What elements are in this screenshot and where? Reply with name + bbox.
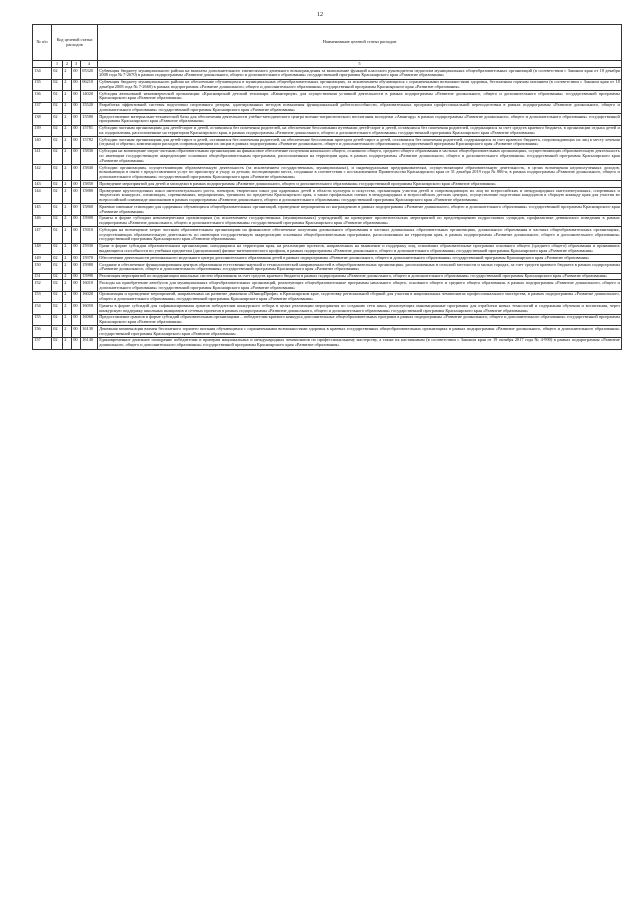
code-program: 02 [52, 91, 63, 103]
table-row [33, 243, 622, 255]
row-number: 154 [33, 303, 52, 315]
code-direction: 00 [72, 314, 81, 326]
code-subprogram: 2 [63, 204, 72, 216]
expenditure-name: Предоставление грантов в форме субсидий образовательным организациям – победителям краевого конкурса дополнительных общеобразовательных программ в рамках подпрограммы «Развитие дошкольного, общего и дополнительного образования» государственной программы Красноярского края «Развитие образования» [99, 314, 620, 325]
code-subprogram: 2 [63, 125, 72, 137]
row-number: 138 [33, 114, 52, 126]
row-number: 147 [33, 227, 52, 243]
code-direction: 00 [72, 114, 81, 126]
code-subprogram: 2 [63, 79, 72, 91]
code-subprogram: 2 [63, 102, 72, 114]
code-article: 15580 [81, 114, 98, 126]
table-row [33, 114, 622, 126]
code-program: 02 [52, 273, 63, 280]
expenditure-name: Субсидии частным организациям для детей-сирот и детей, оставшихся без попечения родителей, на обеспечение бесплатными путевками детей-сирот и детей, оставшихся без попечения родителей, содержащихся за счет средств краевого бюджета, в организации отдыха детей и их оздоровления, расположенные на территории Красноярского края, в рамках подпрограммы «Развитие дошкольного, общего и дополнительного образования» государственной программы Красноярского края «Развитие образования» [99, 125, 620, 135]
table-row [33, 181, 622, 188]
expenditure-name: Расходы на приобретение автобусов для муниципальных общеобразовательных организаций, реализующих общеобразовательные программы начального общего, основного общего и среднего общего образования, в рамках подпрограммы «Развитие дошкольного, общего и дополнительного образования» государственной программы Красноярского края «Развитие образования» [99, 279, 620, 290]
row-number: 140 [33, 137, 52, 149]
code-article: 15830 [81, 148, 98, 164]
expenditure-name: Краевые именные стипендии для одаренных обучающихся общеобразовательных организаций, проведение мероприятия по награждению в рамках подпрограммы «Развитие дошкольного, общего и дополнительного образования» государственной программы Красноярского края «Развитие образования» [99, 203, 620, 214]
code-article: 15781 [81, 125, 98, 137]
code-direction: 00 [72, 188, 81, 204]
table-row [33, 204, 622, 216]
code-program: 02 [52, 68, 63, 80]
expenditure-name: Проведение мероприятий для детей и молодежи в рамках подпрограммы «Развитие дошкольного, общего и дополнительного образования» государственной программы Красноярского края «Развитие образования» [98, 181, 622, 188]
row-number: 142 [33, 165, 52, 181]
table-row [33, 165, 622, 181]
table-subheader-row [33, 61, 622, 68]
code-direction: 00 [72, 125, 81, 137]
code-subprogram: 2 [63, 227, 72, 243]
row-number: 155 [33, 314, 52, 326]
header-code: Код целевой статьи расходов [52, 25, 98, 61]
table-row [33, 255, 622, 262]
expenditure-name: Проведение круглогодичных школ интеллектуального роста, пленэров, творческих школ для одаренных детей в области культуры и искусства, организация участия детей и сопровождающих их лиц во всероссийских и международных интеллектуальных, спортивных и творческих конкурсах, олимпиадах, соревнованиях, мероприятиях, тренингах по предметам Красноярского края, а также профильных сменах в международных и всероссийских детских центрах, осуществление подготовки кандидатов в сборную команду края для участия во всероссийской олимпиаде школьников в рамках подпрограммы «Развитие дошкольного, общего и дополнительного образования» государственной программы Красноярского края «Развитие образования» [99, 187, 620, 203]
target-expenditure-table [32, 24, 622, 350]
code-program: 02 [52, 79, 63, 91]
expenditure-name: Предоставление материально-технической базы для обеспечения деятельности учебно-методического центра военно-патриотического воспитания молодежи «Авангард» в рамках подпрограммы «Развитие дошкольного, общего и дополнительного образования» государственной программы Красноярского края «Развитие образования» [99, 113, 620, 124]
code-program: 02 [52, 188, 63, 204]
code-subprogram: 2 [63, 148, 72, 164]
code-subprogram: 2 [63, 91, 72, 103]
code-direction: 00 [72, 148, 81, 164]
code-subprogram: 2 [63, 181, 72, 188]
table-row [33, 291, 622, 303]
table-body [33, 68, 622, 350]
code-article: 16010 [81, 280, 98, 292]
expenditure-name: Субвенция бюджету муниципального района на выплаты дополнительного ежемесячного денежного вознаграждения за выполнение функций классного руководителя педагогам муниципальных общеобразовательных организаций (в соответствии с Законом края от 18 декабря 2008 года № 7-2670) в рамках подпрограммы «Развитие дошкольного, общего и дополнительного образования» государственной программы Красноярского края «Развитие образования» [99, 67, 620, 78]
code-program: 02 [52, 262, 63, 274]
code-program: 02 [52, 114, 63, 126]
code-subprogram: 2 [63, 273, 72, 280]
expenditure-name: Субсидии частным организациям для детей-сирот и детей, оставшихся без попечения родителей, на обеспечение бесплатным проездом детей-сирот и детей, оставшихся без попечения родителей, содержащихся за счет краевого бюджета, сопровождающих их лиц к месту лечения (отдыха) и обратно, компенсации расходов сопровождающим их лицам в рамках подпрограммы «Развитие дошкольного, общего и дополнительного образования» государственной программы Красноярского края «Развитие образования» [99, 136, 620, 147]
row-number: 156 [33, 326, 52, 338]
code-direction: 00 [72, 79, 81, 91]
table-row [33, 215, 622, 227]
code-article: 15970 [81, 255, 98, 262]
code-direction: 00 [72, 303, 81, 315]
table-row [33, 314, 622, 326]
table-row [33, 125, 622, 137]
code-article: 16060 [81, 314, 98, 326]
expenditure-name: Обеспечение деятельности регионального модельного центра дополнительного образования детей в рамках подпрограммы «Развитие дошкольного, общего и дополнительного образования» государственной программы Красноярского края «Развитие образования» [98, 255, 622, 262]
table-row [33, 227, 622, 243]
code-article: 15840 [81, 165, 98, 181]
code-subprogram: 2 [63, 280, 72, 292]
code-direction: 00 [72, 262, 81, 274]
code-article: 15850 [81, 181, 98, 188]
row-number: 134 [33, 68, 52, 80]
code-article: 15910 [81, 227, 98, 243]
row-number: 137 [33, 102, 52, 114]
table-row [33, 79, 622, 91]
code-article: 15880 [81, 188, 98, 204]
code-article: 15900 [81, 215, 98, 227]
code-subprogram: 2 [63, 255, 72, 262]
code-article: 15930 [81, 243, 98, 255]
code-article: 15990 [81, 273, 98, 280]
code-direction: 00 [72, 137, 81, 149]
code-article: 16020 [81, 291, 98, 303]
code-article: 06210 [81, 79, 98, 91]
code-program: 02 [52, 125, 63, 137]
code-subprogram: 2 [63, 337, 72, 349]
code-direction: 00 [72, 68, 81, 80]
code-program: 02 [52, 337, 63, 349]
expenditure-name: Гранты в форме субсидий для софинансирования грантов победителям конкурсного отбора в целях реализации мероприятия по созданию сети школ, реализующих инновационные программы для отработки новых технологий и содержания обучения и воспитания, через конкурсную поддержку школьных инициатив и сетевых проектов в рамках подпрограммы «Развитие дошкольного, общего и дополнительного образования» государственной программы Красноярского края «Развитие образования» [99, 302, 620, 313]
code-article: 15980 [81, 262, 98, 274]
row-number: 148 [33, 243, 52, 255]
code-subprogram: 2 [63, 68, 72, 80]
expenditure-name: Денежная компенсация взамен бесплатного горячего питания обучающимся с ограниченными возможностями здоровья в краевых государственных общеобразовательных организациях в рамках подпрограммы «Развитие дошкольного, общего и дополнительного образования» государственной программы Красноярского края «Развитие образования» [99, 325, 620, 336]
code-article: 14020 [81, 91, 98, 103]
row-number: 150 [33, 262, 52, 274]
code-direction: 00 [72, 273, 81, 280]
code-program: 02 [52, 137, 63, 149]
subheader-1: 1 [52, 61, 63, 68]
table-row [33, 137, 622, 149]
row-number: 157 [33, 337, 52, 349]
page-number: 12 [317, 12, 323, 18]
header-name: Наименование целевой статьи расходов [98, 25, 622, 61]
expenditure-name: Единовременное денежное поощрение победителям и призерам национальных и международных чемпионатов по профессиональному мастерству, а также их наставникам (в соответствии с Законом края от 19 октября 2017 года № 4-990) в рамках подпрограммы «Развитие дошкольного, общего и дополнительного образования» государственной программы Красноярского края «Развитие образования» [99, 337, 620, 348]
code-article: 16140 [81, 337, 98, 349]
code-direction: 00 [72, 181, 81, 188]
header-number: № п/п [33, 25, 52, 61]
code-program: 02 [52, 215, 63, 227]
code-direction: 00 [72, 204, 81, 216]
code-subprogram: 2 [63, 137, 72, 149]
expenditure-name: Реализация мероприятий по модернизации школьных систем образования за счет средств краевого бюджета в рамках подпрограммы «Развитие дошкольного, общего и дополнительного образования» государственной программы Красноярского края «Развитие образования» [98, 273, 622, 280]
code-article: 05320 [81, 68, 98, 80]
subheader-4: 4 [81, 61, 98, 68]
code-article: 15782 [81, 137, 98, 149]
code-program: 02 [52, 243, 63, 255]
code-subprogram: 2 [63, 188, 72, 204]
code-direction: 00 [72, 291, 81, 303]
subheader-3: 3 [72, 61, 81, 68]
code-direction: 00 [72, 91, 81, 103]
expenditure-name: Организация и проведение мероприятий, направленных на развитие движения «ЮниорПрофи» в Красноярском крае, подготовку региональной сборной для участия в национальных чемпионатах профессионального мастерства, в рамках подпрограммы «Развитие дошкольного, общего и дополнительного образования» государственной программы Красноярского края «Развитие образования» [99, 291, 620, 302]
table-header-row [33, 25, 622, 61]
row-number: 135 [33, 79, 52, 91]
code-program: 02 [52, 181, 63, 188]
table-row [33, 326, 622, 338]
code-direction: 00 [72, 215, 81, 227]
code-direction: 00 [72, 280, 81, 292]
code-program: 02 [52, 280, 63, 292]
table-row [33, 262, 622, 274]
code-program: 02 [52, 204, 63, 216]
table-row [33, 280, 622, 292]
expenditure-name: Создание и обеспечение функционирования центров образования естественно-научной и технологической направленностей в общеобразовательных организациях, расположенных в сельской местности и малых городах, за счет средств краевого бюджета в рамках подпрограммы «Развитие дошкольного, общего и дополнительного образования» государственной программы Красноярского края «Развитие образования» [99, 261, 620, 272]
expenditure-name: Гранты в форме субсидии некоммерческим организациям (за исключением государственных (муниципальных) учреждений) на проведение просветительских мероприятий по предотвращению подростковых суицидов, профилактике девиантного поведения в рамках подпрограммы «Развитие дошкольного, общего и дополнительного образования» государственной программы Красноярского края «Развитие образования» [99, 215, 620, 226]
table-row [33, 91, 622, 103]
code-direction: 00 [72, 243, 81, 255]
code-subprogram: 2 [63, 303, 72, 315]
row-number: 136 [33, 91, 52, 103]
code-program: 02 [52, 291, 63, 303]
code-subprogram: 2 [63, 291, 72, 303]
code-direction: 00 [72, 255, 81, 262]
table-row [33, 148, 622, 164]
code-subprogram: 2 [63, 165, 72, 181]
row-number: 144 [33, 188, 52, 204]
code-article: 16130 [81, 326, 98, 338]
code-direction: 00 [72, 165, 81, 181]
code-program: 02 [52, 148, 63, 164]
table-row [33, 102, 622, 114]
row-number: 152 [33, 280, 52, 292]
code-direction: 00 [72, 102, 81, 114]
row-number: 141 [33, 148, 52, 164]
code-program: 02 [52, 314, 63, 326]
code-subprogram: 2 [63, 243, 72, 255]
code-program: 02 [52, 255, 63, 262]
code-subprogram: 2 [63, 262, 72, 274]
row-number: 149 [33, 255, 52, 262]
code-direction: 00 [72, 326, 81, 338]
subheader-5: 5 [98, 61, 622, 68]
subheader-2: 2 [63, 61, 72, 68]
row-number: 143 [33, 181, 52, 188]
row-number: 146 [33, 215, 52, 227]
code-article: 15860 [81, 204, 98, 216]
table-row [33, 68, 622, 80]
table-row [33, 337, 622, 349]
code-program: 02 [52, 165, 63, 181]
row-number: 145 [33, 204, 52, 216]
expenditure-name: Субсидия автономной некоммерческой организации «Красноярский детский технопарк «Кванториум» для осуществления уставной деятельности в рамках подпрограммы «Развитие дошкольного, общего и дополнительного образования» государственной программы Красноярского края «Развитие образования» [99, 90, 620, 101]
expenditure-name: Субвенция бюджету муниципального района на обеспечение обучающихся в муниципальных общеобразовательных организациях, за исключением обучающихся с ограниченными возможностями здоровья, бесплатным горячим питанием (в соответствии с Законом края от 18 декабря 2008 года № 7-2660) в рамках подпрограммы «Развитие дошкольного, общего и дополнительного образования» государственной программы Красноярского края «Развитие образования» [99, 79, 620, 89]
code-program: 02 [52, 303, 63, 315]
code-article: 15520 [81, 102, 98, 114]
row-number: 151 [33, 273, 52, 280]
code-direction: 00 [72, 337, 81, 349]
code-direction: 00 [72, 227, 81, 243]
code-program: 02 [52, 326, 63, 338]
expenditure-name: Субсидии организациям, осуществляющим образовательную деятельность (за исключением государственных, муниципальных), и индивидуальным предпринимателям, осуществляющим образовательную деятельность, в целях возмещения недополученных доходов, возникающих в связи с предоставлением услуг по присмотру и уходу за детьми, посещающими места, созданные в соответствии с постановлением Правительства Красноярского края от 31 декабря 2019 года № 806-п, в рамках подпрограммы «Развитие дошкольного, общего и дополнительного образования» государственной программы Красноярского края «Развитие образования» [99, 164, 620, 180]
table-row [33, 188, 622, 204]
table-row [33, 273, 622, 280]
subheader-empty [33, 61, 52, 68]
row-number: 139 [33, 125, 52, 137]
code-program: 02 [52, 227, 63, 243]
code-subprogram: 2 [63, 314, 72, 326]
code-program: 02 [52, 102, 63, 114]
expenditure-name: Субсидия на возмещение затрат частным образовательным организациям на финансовое обеспечение получения дошкольного образования в частных дошкольных образовательных организациях, дошкольного образования в частных общеобразовательных организациях, осуществляющих образовательную деятельность по имеющим государственную аккредитацию основным общеобразовательным программам, расположенным на территории края, в рамках подпрограммы «Развитие дошкольного, общего и дополнительного образования» государственной программы Красноярского края «Развитие образования» [99, 226, 620, 242]
expenditure-name: Разработка эффективной системы подготовки спортивного резерва, адаптированных методов повышения функциональной работоспособности, образовательных программ профессиональной переподготовки в рамках подпрограммы «Развитие дошкольного, общего и дополнительного образования» государственной программы Красноярского края «Развитие образования» [99, 102, 620, 112]
table-row [33, 303, 622, 315]
code-subprogram: 2 [63, 326, 72, 338]
code-subprogram: 2 [63, 114, 72, 126]
row-number: 153 [33, 291, 52, 303]
expenditure-name: Субсидия на возмещение затрат частным образовательным организациям на финансовое обеспечение получения начального общего, основного общего, среднего общего образования в частных общеобразовательных организациях, осуществляющих образовательную деятельность по имеющим государственную аккредитацию основным общеобразовательным программам, расположенным на территории края, в рамках подпрограммы «Развитие дошкольного, общего и дополнительного образования» государственной программы Красноярского края «Развитие образования» [99, 148, 620, 163]
code-article: 16050 [81, 303, 98, 315]
code-subprogram: 2 [63, 215, 72, 227]
expenditure-name: Грант в форме субсидии образовательным организациям, находящимся на территории края, на реализацию проектов, направленных на выявление и поддержку лиц, освоивших образовательные программы основного общего (среднего общего) образования и проявивших выдающиеся способности по учебным предметам (дисциплинам) физико-математического профиля, в рамках подпрограммы «Развитие дошкольного, общего и дополнительного образования» государственной программы Красноярского края «Развитие образования» [99, 243, 620, 253]
